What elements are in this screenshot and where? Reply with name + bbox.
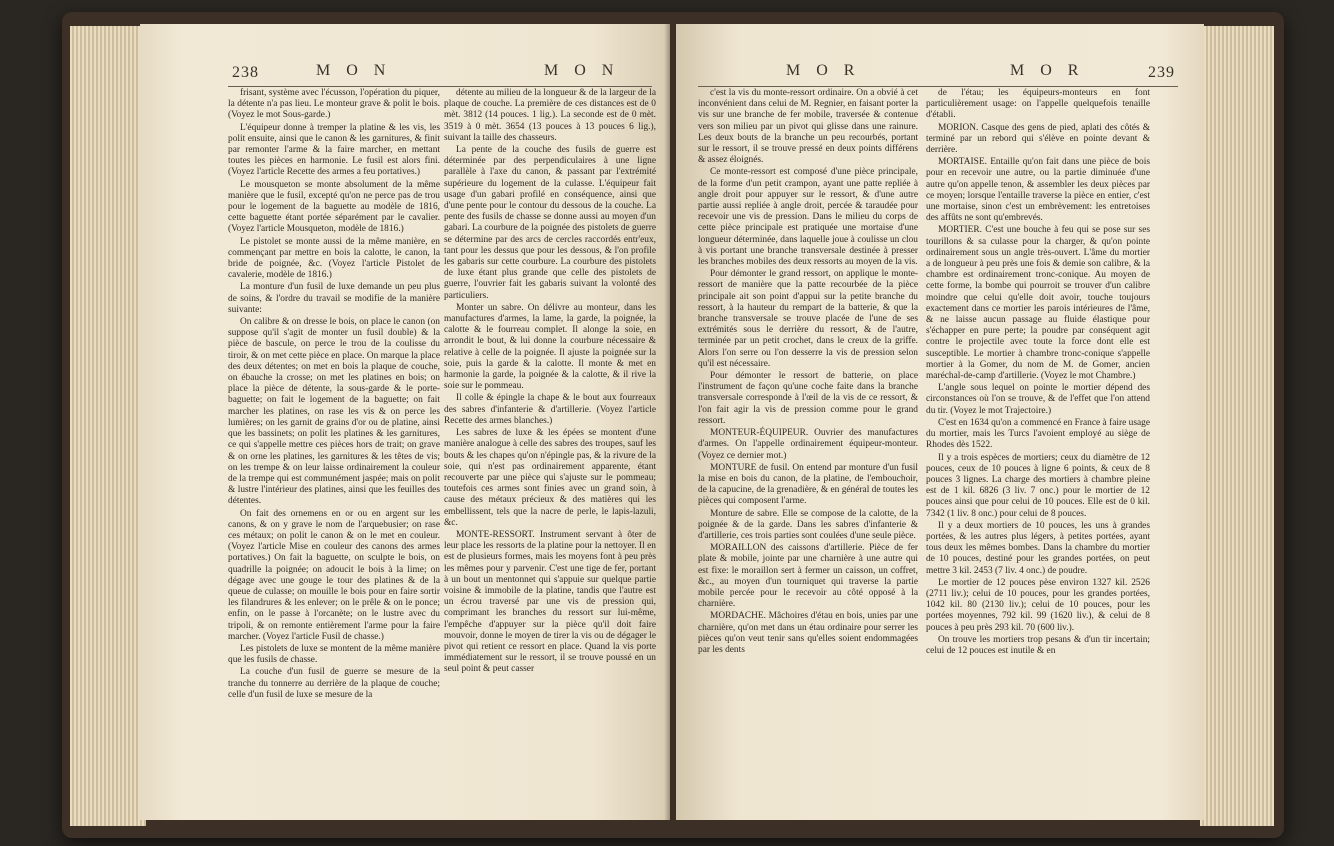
paragraph: Il colle & épingle la chape & le bout aux fourreaux des sabres d'infanterie & d'artillerie. (Voyez l'article Recette des armes blanches.)	[444, 393, 656, 426]
right-column-1	[698, 88, 918, 798]
right-page	[676, 24, 1204, 820]
paragraph: MORION. Casque des gens de pied, aplati des côtés & terminé par un rebord qui s'élève en pointe devant & derrière.	[926, 122, 1150, 156]
right-page-edge	[1200, 26, 1274, 826]
paragraph: Monture de sabre. Elle se compose de la calotte, de la poignée & de la garde. Dans les sabres d'infanterie & d'artillerie, ces trois parties sont coulées d'une seule pièce.	[698, 508, 918, 541]
paragraph: L'équipeur donne à tremper la platine & les vis, les polit ensuite, ainsi que le canon & les garnitures, & finit par remonter l'arme & la faire marcher, en mettant toutes les pièces en harmonie. Le fusil est alors fini. (Voyez l'article Recette des armes a feu portatives.)	[228, 122, 440, 178]
paragraph: Ce monte-ressort est composé d'une pièce principale, de la forme d'un petit crampon, ayant une patte repliée à angle droit pour appuyer sur le ressort, & d'une autre partie aussi repliée à angle droit, percée & taraudée pour recevoir une vis de pression. Dans le milieu du corps de cette pièce principale est pratiquée une mortaise d'une longueur déterminée, dans laquelle joue à coulisse un clou à vis portant une branche transversale destinée à presser les branches mobiles des deux ressorts au moyen de la vis.	[698, 167, 918, 268]
paragraph: MONTEUR-ÉQUIPEUR. Ouvrier des manufactures d'armes. On l'appelle ordinairement équipeur-monteur. (Voyez ce dernier mot.)	[698, 428, 918, 461]
paragraph: MORDACHE. Mâchoires d'étau en bois, unies par une charnière, qu'on met dans un étau ordinaire pour serrer les pièces qu'on veut tenir sans qu'elles soient endommagées par les dents	[698, 611, 918, 655]
paragraph: détente au milieu de la longueur & de la largeur de la plaque de couche. La première de ces distances est de 0 mèt. 3812 (14 pouces. 1 lig.). La seconde est de 0 mèt. 3519 à 0 mèt. 3654 (13 pouces à 13 pouces 6 lig.), suivant la taille des chasseurs.	[444, 88, 656, 143]
right-column-2	[926, 88, 1150, 798]
paragraph: La pente de la couche des fusils de guerre est déterminée par des perpendiculaires à une ligne parallèle à l'axe du canon, & passant par l'extrémité supérieure du logement de la culasse. L'équipeur fait usage d'un gabari profilé en conséquence, ainsi que d'une pente pour le contour du dessous de la couche. La pente des fusils de chasse se donne aussi au moyen d'un gabari. La courbure de la poignée des pistolets de guerre se détermine par des arcs de cercles raccordés entr'eux, tant pour les dessus que pour les dessous, & l'on profile les gabaris sur cette courbure. La courbure des pistolets de luxe étant plus grande que celle des pistolets de guerre, l'ouvrier fait les gabaris suivant la volonté des particuliers.	[444, 145, 656, 301]
header-rule	[698, 86, 1178, 87]
paragraph: Il y a trois espèces de mortiers; ceux du diamètre de 12 pouces, ceux de 10 pouces à ligne 6 points, & ceux de 8 pouces 3 lignes. La charge des mortiers à chambre pleine est de 1 kil. 6826 (3 liv. 7 onc.) pour le mortier de 12 pouces ainsi que pour celui de 10 pouces. Elle est de 0 kil. 7342 (1 liv. 8 onc.) pour celui de 8 pouces.	[926, 452, 1150, 519]
page-number-left: 238	[232, 64, 259, 81]
paragraph: L'angle sous lequel on pointe le mortier dépend des circonstances où l'on se trouve, & de l'effet que l'on attend du tir. (Voyez le mot Trajectoire.)	[926, 383, 1150, 416]
paragraph: MONTURE de fusil. On entend par monture d'un fusil la mise en bois du canon, de la platine, de l'embouchoir, de la capucine, de la grenadière, & en général de toutes les pièces qui composent l'arme.	[698, 462, 918, 507]
left-page-edge	[70, 26, 146, 826]
paragraph: de l'étau; les équipeurs-monteurs en font particulièrement usage: on l'appelle quelquefois tenaille d'établi.	[926, 88, 1150, 121]
paragraph: Monter un sabre. On délivre au monteur, dans les manufactures d'armes, la lame, la garde, la poignée, la calotte & le fourreau complet. Il alonge la soie, en arrondit le bout, & lui donne la courbure nécessaire & relative à celle de la poignée. Il ajuste la poignée sur la soie, puis la garde & la calotte. Il monte & met en harmonie la garde, la poignée & la calotte, & il rive la soie sur le pommeau.	[444, 302, 656, 392]
paragraph: Pour démonter le grand ressort, on applique le monte-ressort de manière que la patte recourbée de la pièce principale ait son point d'appui sur la petite branche du ressort, à la hauteur du rempart de la batterie, & que la branche transversale se trouve placée de l'une de ses extrémités sous le derrière du ressort, & de l'autre, terminée par un petit crochet, dans le creux de la griffe. Alors l'on serre ou l'on desserre la vis de pression selon qu'il est nécessaire.	[698, 269, 918, 369]
paragraph: c'est la vis du monte-ressort ordinaire. On a obvié à cet inconvénient dans celui de M. Regnier, en faisant porter la vis sur une branche de fer mobile, traversée & contenue vers son milieu par un pivot qui glisse dans une rainure. Les deux bouts de la branche un peu recourbés, portant sur le ressort, il se trouve pressé en deux points différens & assez éloignés.	[698, 88, 918, 166]
paragraph: Les sabres de luxe & les épées se montent d'une manière analogue à celle des sabres des troupes, sauf les bouts & les chapes qu'on n'épingle pas, & la rivure de la soie, qui n'est pas ordinairement apparente, étant recouverte par une pièce qui s'ajuste sur le pommeau; toutefois ces armes sont finies avec un grand soin, à cause des métaux précieux & des matières qui les embellissent, tels que la nacre de perle, le lapis-lazuli, &c.	[444, 428, 656, 528]
running-header-right-col1: M O R	[786, 62, 861, 79]
paragraph: Pour démonter le ressort de batterie, on place l'instrument de façon qu'une coche faite dans la branche transversale corresponde à l'œil de la vis de ce ressort, & l'on fait agir la vis de pression comme pour le grand ressort.	[698, 371, 918, 426]
page-number-right: 239	[1148, 64, 1175, 81]
left-page	[140, 24, 670, 820]
paragraph: MORTAISE. Entaille qu'on fait dans une pièce de bois pour en recevoir une autre, ou la partie diminuée d'une autre qu'on appelle tenon, & assembler les deux pièces par ce moyen; lorsque l'entaille traverse la pièce en entier, c'est une mortaise, sinon c'est un embrèvement: les entretoises des affûts ne sont qu'embrevés.	[926, 157, 1150, 224]
paragraph: Le pistolet se monte aussi de la même manière, en commençant par mettre en bois la calotte, le canon, la bride de poignée, &c. (Voyez l'article Pistolet de cavalerie, modèle de 1816.)	[228, 236, 440, 281]
paragraph: frisant, système avec l'écusson, l'opération du piquer, la détente n'a pas lieu. Le monteur grave & polit le bois. (Voyez le mot Sous-garde.)	[228, 88, 440, 121]
paragraph: MONTE-RESSORT. Instrument servant à ôter de leur place les ressorts de la platine pour la nettoyer. Il en est de plusieurs formes, mais les moyens font à peu près les mêmes pour y parvenir. C'est une tige de fer, portant à un bout un mentonnet qui s'appuie sur quelque partie voisine & immobile de la platine, tandis que l'autre est un écrou traversé par une vis de pression qui, comprimant les branches du ressort sur lui-même, l'empêche d'appuyer sur la pièce qu'il doit faire mouvoir, donne le moyen de tirer la vis ou de dégager le pivot qui retient ce ressort en place. Quand la vis porte immédiatement sur le ressort, il se trouve poussé en un seul point & peut casser	[444, 529, 656, 675]
paragraph: On fait des ornemens en or ou en argent sur les canons, & on y grave le nom de l'arquebusier; on rase ces métaux; on polit le canon & on le met en couleur. (Voyez l'article Mise en couleur des canons des armes portatives.) On fait la baguette, on sculpte le bois, on quadrille la poignée; on adoucit le bois à la lime; on dégage avec une gouge le tour des platines & de la queue de culasse; on mouille le bois pour en faire sortir les filandrures & les enlever; on le prêle & on le ponce; enfin, on le passe à l'orcanète; on le lustre avec du tripoli, & on remonte entièrement l'arme pour la faire marcher. (Voyez l'article Fusil de chasse.)	[228, 508, 440, 642]
left-column-2	[444, 88, 656, 798]
paragraph: C'est en 1634 qu'on a commencé en France à faire usage du mortier, mais les Turcs l'avoient employé au siège de Rhodes dès 1522.	[926, 417, 1150, 451]
paragraph: Il y a deux mortiers de 10 pouces, les uns à grandes portées, & les autres plus légers, à petites portées, ayant tous deux les mêmes bombes. Dans la chambre du mortier de 10 pouces, destiné pour les grandes portées, on peut mettre 3 kil. 2453 (7 liv. 4 onc.) de poudre.	[926, 520, 1150, 576]
paragraph: MORAILLON des caissons d'artillerie. Pièce de fer plate & mobile, jointe par une charnière à une autre qui est fixe: le moraillon sert à fermer un caisson, un coffret, &c., au moyen d'un tourniquet qui traverse la partie mobile percée pour le recevoir au côté opposé à la charnière.	[698, 543, 918, 610]
paragraph: MORTIER. C'est une bouche à feu qui se pose sur ses tourillons & sa culasse pour la charger, & qu'on pointe ordinairement sous un angle très-ouvert. L'âme du mortier a de longueur à peu près une fois & demie son calibre, & la chambre est ordinairement tronc-conique. Au moyen de cette forme, la bombe qui pourroit se trouver d'un calibre moindre que celui qu'elle doit avoir, touche toujours exactement dans ce mortier les parois intérieures de l'âme, & ne laisse aucun passage au fluide élastique pour s'échapper en pure perte; la poudre par conséquent agit contre le projectile avec toute la force dont elle est susceptible. Le mortier à chambre tronc-conique s'appelle mortier à la Gomer, du nom de M. de Gomer, ancien maréchal-de-camp d'artillerie. (Voyez le mot Chambre.)	[926, 225, 1150, 382]
paragraph: On calibre & on dresse le bois, on place le canon (on suppose qu'il s'agit de monter un fusil double) & la pièce de bascule, on perce le trou de la coulisse du tiroir, & on met cette pièce en place. On marque la place des deux détentes; on met en bois la plaque de couche, on ébauche la crosse; on met les platines en bois; on place la pièce de détente, la sous-garde & le porte-baguette; on fait le logement de la baguette; on fait marcher les platines, on rase les vis & on perce les lumières; on les garnit de grains d'or ou de platine, ainsi que les bassinets; on polit les platines & les garnitures, ce qui s'appelle mettre ces pièces hors de trait; on grave & on orne les platines, les garnitures & les têtes de vis; on les trempe & on leur laisse ordinairement la couleur de la trempe qui est communément jaspée; mais on polit & lustre l'intérieur des platines, ainsi que les feuilles des détentes.	[228, 317, 440, 507]
paragraph: Le mortier de 12 pouces pèse environ 1327 kil. 2526 (2711 liv.); celui de 10 pouces, pour les grandes portées, 1042 kil. 80 (2130 liv.); celui de 10 pouces, pour les portées moyennes, 792 kil. 99 (1620 liv.), & celui de 8 pouces à peu près 293 kil. 70 (600 liv.).	[926, 577, 1150, 633]
running-header-right-col2: M O R	[1010, 62, 1085, 79]
paragraph: Le mousqueton se monte absolument de la même manière que le fusil, excepté qu'on ne perce pas de trou pour le logement de la baguette au modèle de 1816, cette baguette étant portée séparément par le cavalier. (Voyez l'article Mousqueton, modèle de 1816.)	[228, 179, 440, 235]
paragraph: La monture d'un fusil de luxe demande un peu plus de soins, & l'ordre du travail se modifie de la manière suivante:	[228, 282, 440, 315]
running-header-left-col2: M O N	[544, 62, 620, 79]
header-rule	[228, 86, 652, 87]
paragraph: On trouve les mortiers trop pesans & d'un tir incertain; celui de 12 pouces est inutile & en	[926, 634, 1150, 656]
left-column-1	[228, 88, 440, 798]
paragraph: La couche d'un fusil de guerre se mesure de la tranche du tonnerre au derrière de la plaque de couche; celle d'un fusil de luxe se mesure de la	[228, 667, 440, 700]
running-header-left-col1: M O N	[316, 62, 392, 79]
paragraph: Les pistolets de luxe se montent de la même manière que les fusils de chasse.	[228, 643, 440, 666]
